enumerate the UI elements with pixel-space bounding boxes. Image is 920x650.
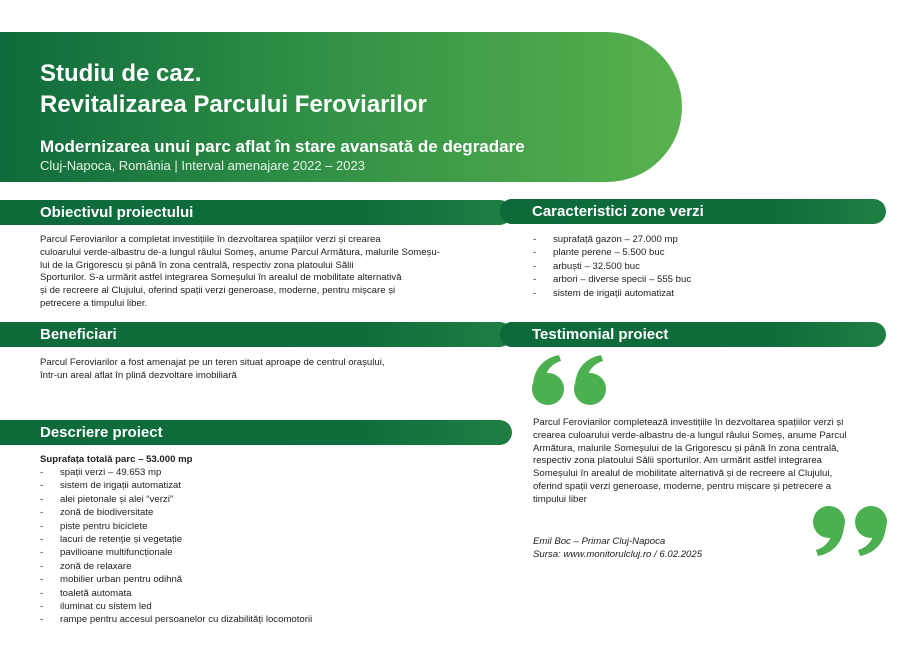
objective-line: Parcul Feroviarilor a completat investițiile în dezvoltarea spațiilor verzi și crearea [40,234,381,245]
title-line-2: Revitalizarea Parcului Feroviarilor [40,91,427,118]
testimonial-line: crearea culoarului verde-albastru de-a lungul râului Someș, anume Parcul [533,429,847,441]
page-title [40,58,427,120]
page-subtitle: Modernizarea unui parc aflat în stare avansată de degradare [40,137,525,156]
list-item: - arbori – diverse specii – 555 buc [533,273,873,286]
testimonial-line: oferind spații verzi generoase, moderne, pentru mișcare și petrecere a [533,480,832,492]
objective-line: Sporturilor. S-a urmărit astfel integrarea Someșului în arealul de mobilitate alternativă [40,272,402,284]
testimonial-line: respectiv zona platoului Sălii sporturilor. Am urmărit astfel integrarea [533,455,823,467]
testimonial-line: Parcul Feroviarilor completează investițiile în dezvoltarea spațiilor verzi și [533,417,844,428]
objective-text [40,234,510,311]
list-item: - mobilier urban pentru odihnă [40,573,510,586]
beneficiaries-line: într-un areal aflat în plină dezvoltare imobiliară [40,369,237,381]
list-item: - pavilioane multifuncționale [40,546,510,559]
list-item: - plante perene – 5.500 buc [533,246,873,259]
objective-line: și de recreere al Clujului, oferind spații verzi generoase, moderne, pentru mișcare și [40,285,396,297]
list-item: - spații verzi – 49.653 mp [40,466,510,479]
list-item: - piste pentru biciclete [40,520,510,533]
description-list [40,466,510,627]
close-quote-icon [808,505,888,557]
objective-line: petrecere a timpului liber. [40,297,148,309]
testimonial-quote [533,417,893,507]
list-item: - iluminat cu sistem led [40,600,510,613]
testimonial-line: Someșului în arealul de mobilitate alternativă și de recreere al Clujului, [533,468,833,480]
location-interval: Cluj-Napoca, România | Interval amenajare 2022 – 2023 [40,158,365,173]
description-heading: Descriere proiect [0,420,512,445]
testimonial-line: timpului liber [533,493,587,505]
green-list [533,233,873,300]
testimonial-attribution [533,536,813,562]
objective-heading: Obiectivul proiectului [0,200,512,225]
testimonial-line: Armătura, malurile Someșului de la Grigorescu și până în zona centrală, [533,442,840,454]
testimonial-author: Emil Boc – Primar Cluj-Napoca [533,536,666,547]
title-line-1: Studiu de caz. [40,60,202,87]
list-item: - sistem de irigații automatizat [40,479,510,492]
list-item: - alei pietonale și alei “verzi” [40,493,510,506]
beneficiaries-text [40,357,510,383]
open-quote-icon [531,354,611,406]
list-item: - rampe pentru accesul persoanelor cu dizabilități locomotorii [40,613,510,626]
list-item: - sistem de irigații automatizat [533,287,873,300]
list-item: - arbuști – 32.500 buc [533,260,873,273]
beneficiaries-line: Parcul Feroviarilor a fost amenajat pe un teren situat aproape de centrul orașului, [40,357,385,368]
list-item: - suprafață gazon – 27.000 mp [533,233,873,246]
testimonial-heading: Testimonial proiect [510,322,886,347]
list-item: - zonă de relaxare [40,560,510,573]
objective-line: lui de la Grigorescu și până în zona centrală, respectiv zona platoului Sălii [40,259,354,271]
list-item: - toaletă automata [40,587,510,600]
beneficiaries-heading: Beneficiari [0,322,512,347]
list-item: - zonă de biodiversitate [40,506,510,519]
testimonial-source: Sursa: www.monitorulcluj.ro / 6.02.2025 [533,548,703,560]
objective-line: culoarului verde-albastru de-a lungul râului Someș, anume Parcul Armătura, malurile Someșu- [40,246,440,258]
green-heading: Caracteristici zone verzi [510,199,886,224]
total-area: Suprafața totală parc – 53.000 mp [40,454,193,465]
list-item: - lacuri de retenție și vegetație [40,533,510,546]
